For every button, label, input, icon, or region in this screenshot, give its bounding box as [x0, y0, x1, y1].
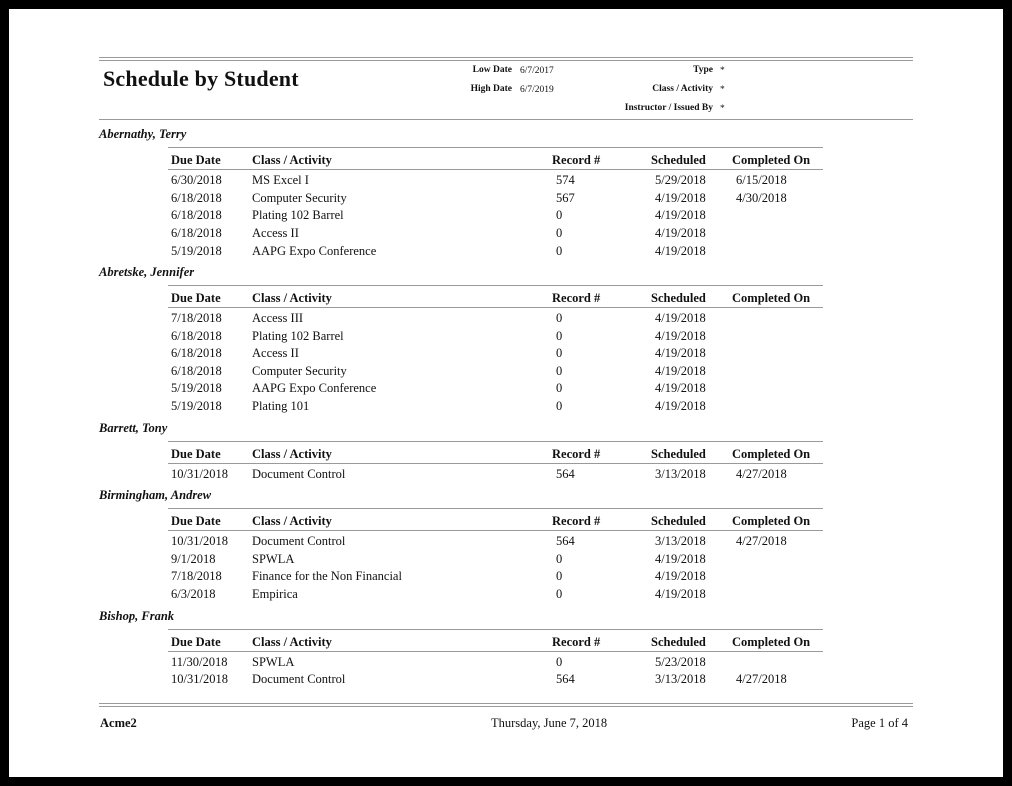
- record-cell: 564: [556, 672, 575, 686]
- report-page: [9, 9, 1003, 777]
- due-date-cell: 6/18/2018: [171, 364, 222, 378]
- activity-cell: Document Control: [252, 467, 346, 481]
- col-completed-on: Completed On: [732, 153, 811, 167]
- student-name: Birmingham, Andrew: [99, 488, 212, 502]
- due-date-cell: 6/18/2018: [171, 226, 222, 240]
- table-header-rule-bottom: [168, 169, 823, 170]
- col-due-date: Due Date: [171, 514, 221, 528]
- due-date-cell: 11/30/2018: [171, 655, 228, 669]
- footer-company: Acme2: [100, 716, 137, 730]
- header-rule-top: [99, 57, 913, 58]
- col-completed-on: Completed On: [732, 635, 811, 649]
- scheduled-cell: 4/19/2018: [655, 191, 706, 205]
- scheduled-cell: 4/19/2018: [655, 346, 706, 360]
- due-date-cell: 10/31/2018: [171, 534, 228, 548]
- scheduled-cell: 4/19/2018: [655, 569, 706, 583]
- due-date-cell: 5/19/2018: [171, 244, 222, 258]
- col-due-date: Due Date: [171, 635, 221, 649]
- activity-cell: Computer Security: [252, 191, 347, 205]
- student-name: Bishop, Frank: [99, 609, 175, 623]
- col-due-date: Due Date: [171, 447, 221, 461]
- table-header-rule-top: [168, 147, 823, 148]
- activity-cell: Plating 101: [252, 399, 310, 413]
- header-rule-top-2: [99, 60, 913, 61]
- col-completed-on: Completed On: [732, 514, 811, 528]
- col-class-activity: Class / Activity: [252, 447, 332, 461]
- table-header-rule-bottom: [168, 651, 823, 652]
- col-scheduled: Scheduled: [651, 514, 706, 528]
- report-title: Schedule by Student: [103, 66, 299, 91]
- table-header-rule-bottom: [168, 307, 823, 308]
- record-cell: 0: [556, 569, 563, 583]
- activity-cell: SPWLA: [252, 552, 295, 566]
- activity-cell: Plating 102 Barrel: [252, 208, 344, 222]
- record-cell: 0: [556, 311, 563, 325]
- activity-cell: Empirica: [252, 587, 298, 601]
- record-cell: 0: [556, 244, 563, 258]
- table-header-rule-bottom: [168, 530, 823, 531]
- record-cell: 574: [556, 173, 575, 187]
- table-header-rule-top: [168, 285, 823, 286]
- scheduled-cell: 5/23/2018: [655, 655, 706, 669]
- activity-cell: Access II: [252, 346, 299, 360]
- scheduled-cell: 4/19/2018: [655, 552, 706, 566]
- col-completed-on: Completed On: [732, 291, 811, 305]
- class-filter-label: Class / Activity: [652, 84, 713, 94]
- activity-cell: Document Control: [252, 672, 346, 686]
- scheduled-cell: 4/19/2018: [655, 381, 706, 395]
- scheduled-cell: 4/19/2018: [655, 399, 706, 413]
- due-date-cell: 7/18/2018: [171, 311, 222, 325]
- scheduled-cell: 3/13/2018: [655, 534, 706, 548]
- due-date-cell: 9/1/2018: [171, 552, 216, 566]
- record-cell: 0: [556, 226, 563, 240]
- activity-cell: Access II: [252, 226, 299, 240]
- scheduled-cell: 3/13/2018: [655, 672, 706, 686]
- activity-cell: Plating 102 Barrel: [252, 329, 344, 343]
- col-record: Record #: [552, 514, 601, 528]
- activity-cell: Access III: [252, 311, 304, 325]
- col-class-activity: Class / Activity: [252, 514, 332, 528]
- table-header-rule-top: [168, 441, 823, 442]
- record-cell: 0: [556, 364, 563, 378]
- col-class-activity: Class / Activity: [252, 291, 332, 305]
- due-date-cell: 6/3/2018: [171, 587, 216, 601]
- due-date-cell: 6/30/2018: [171, 173, 222, 187]
- high-date-value: 6/7/2019: [520, 85, 554, 95]
- due-date-cell: 10/31/2018: [171, 672, 228, 686]
- record-cell: 564: [556, 534, 575, 548]
- record-cell: 0: [556, 208, 563, 222]
- col-due-date: Due Date: [171, 291, 221, 305]
- record-cell: 0: [556, 399, 563, 413]
- record-cell: 0: [556, 381, 563, 395]
- type-value: *: [720, 66, 725, 76]
- type-label: Type: [693, 65, 713, 75]
- activity-cell: AAPG Expo Conference: [252, 244, 377, 258]
- low-date-value: 6/7/2017: [520, 66, 554, 76]
- table-header-rule-bottom: [168, 463, 823, 464]
- due-date-cell: 6/18/2018: [171, 191, 222, 205]
- scheduled-cell: 4/19/2018: [655, 244, 706, 258]
- col-record: Record #: [552, 447, 601, 461]
- instructor-filter-label: Instructor / Issued By: [624, 103, 713, 113]
- col-class-activity: Class / Activity: [252, 153, 332, 167]
- col-due-date: Due Date: [171, 153, 221, 167]
- due-date-cell: 5/19/2018: [171, 399, 222, 413]
- col-scheduled: Scheduled: [651, 153, 706, 167]
- table-header-rule-top: [168, 629, 823, 630]
- due-date-cell: 6/18/2018: [171, 208, 222, 222]
- scheduled-cell: 3/13/2018: [655, 467, 706, 481]
- record-cell: 0: [556, 329, 563, 343]
- col-scheduled: Scheduled: [651, 447, 706, 461]
- col-record: Record #: [552, 291, 601, 305]
- class-filter-value: *: [720, 85, 725, 95]
- scheduled-cell: 4/19/2018: [655, 208, 706, 222]
- col-record: Record #: [552, 635, 601, 649]
- record-cell: 0: [556, 552, 563, 566]
- instructor-filter-value: *: [720, 104, 725, 114]
- completed-cell: 4/27/2018: [736, 467, 787, 481]
- due-date-cell: 7/18/2018: [171, 569, 222, 583]
- record-cell: 0: [556, 655, 563, 669]
- scheduled-cell: 4/19/2018: [655, 364, 706, 378]
- completed-cell: 6/15/2018: [736, 173, 787, 187]
- scheduled-cell: 4/19/2018: [655, 226, 706, 240]
- record-cell: 0: [556, 346, 563, 360]
- due-date-cell: 6/18/2018: [171, 329, 222, 343]
- header-rule-bottom: [99, 119, 913, 120]
- activity-cell: Finance for the Non Financial: [252, 569, 402, 583]
- completed-cell: 4/27/2018: [736, 672, 787, 686]
- record-cell: 567: [556, 191, 575, 205]
- footer-page-number: Page 1 of 4: [851, 716, 908, 730]
- col-scheduled: Scheduled: [651, 291, 706, 305]
- table-header-rule-top: [168, 508, 823, 509]
- activity-cell: AAPG Expo Conference: [252, 381, 377, 395]
- record-cell: 0: [556, 587, 563, 601]
- scheduled-cell: 4/19/2018: [655, 587, 706, 601]
- due-date-cell: 5/19/2018: [171, 381, 222, 395]
- activity-cell: MS Excel I: [252, 173, 309, 187]
- scheduled-cell: 4/19/2018: [655, 329, 706, 343]
- col-scheduled: Scheduled: [651, 635, 706, 649]
- due-date-cell: 6/18/2018: [171, 346, 222, 360]
- col-class-activity: Class / Activity: [252, 635, 332, 649]
- footer-rule-top-2: [99, 706, 913, 707]
- footer-rule-top: [99, 703, 913, 704]
- student-name: Barrett, Tony: [99, 421, 168, 435]
- completed-cell: 4/27/2018: [736, 534, 787, 548]
- record-cell: 564: [556, 467, 575, 481]
- col-record: Record #: [552, 153, 601, 167]
- low-date-label: Low Date: [472, 65, 512, 75]
- student-name: Abretske, Jennifer: [99, 265, 195, 279]
- scheduled-cell: 5/29/2018: [655, 173, 706, 187]
- high-date-label: High Date: [470, 84, 512, 94]
- scheduled-cell: 4/19/2018: [655, 311, 706, 325]
- completed-cell: 4/30/2018: [736, 191, 787, 205]
- col-completed-on: Completed On: [732, 447, 811, 461]
- footer-date: Thursday, June 7, 2018: [491, 716, 608, 730]
- due-date-cell: 10/31/2018: [171, 467, 228, 481]
- activity-cell: Document Control: [252, 534, 346, 548]
- activity-cell: SPWLA: [252, 655, 295, 669]
- activity-cell: Computer Security: [252, 364, 347, 378]
- student-name: Abernathy, Terry: [99, 127, 187, 141]
